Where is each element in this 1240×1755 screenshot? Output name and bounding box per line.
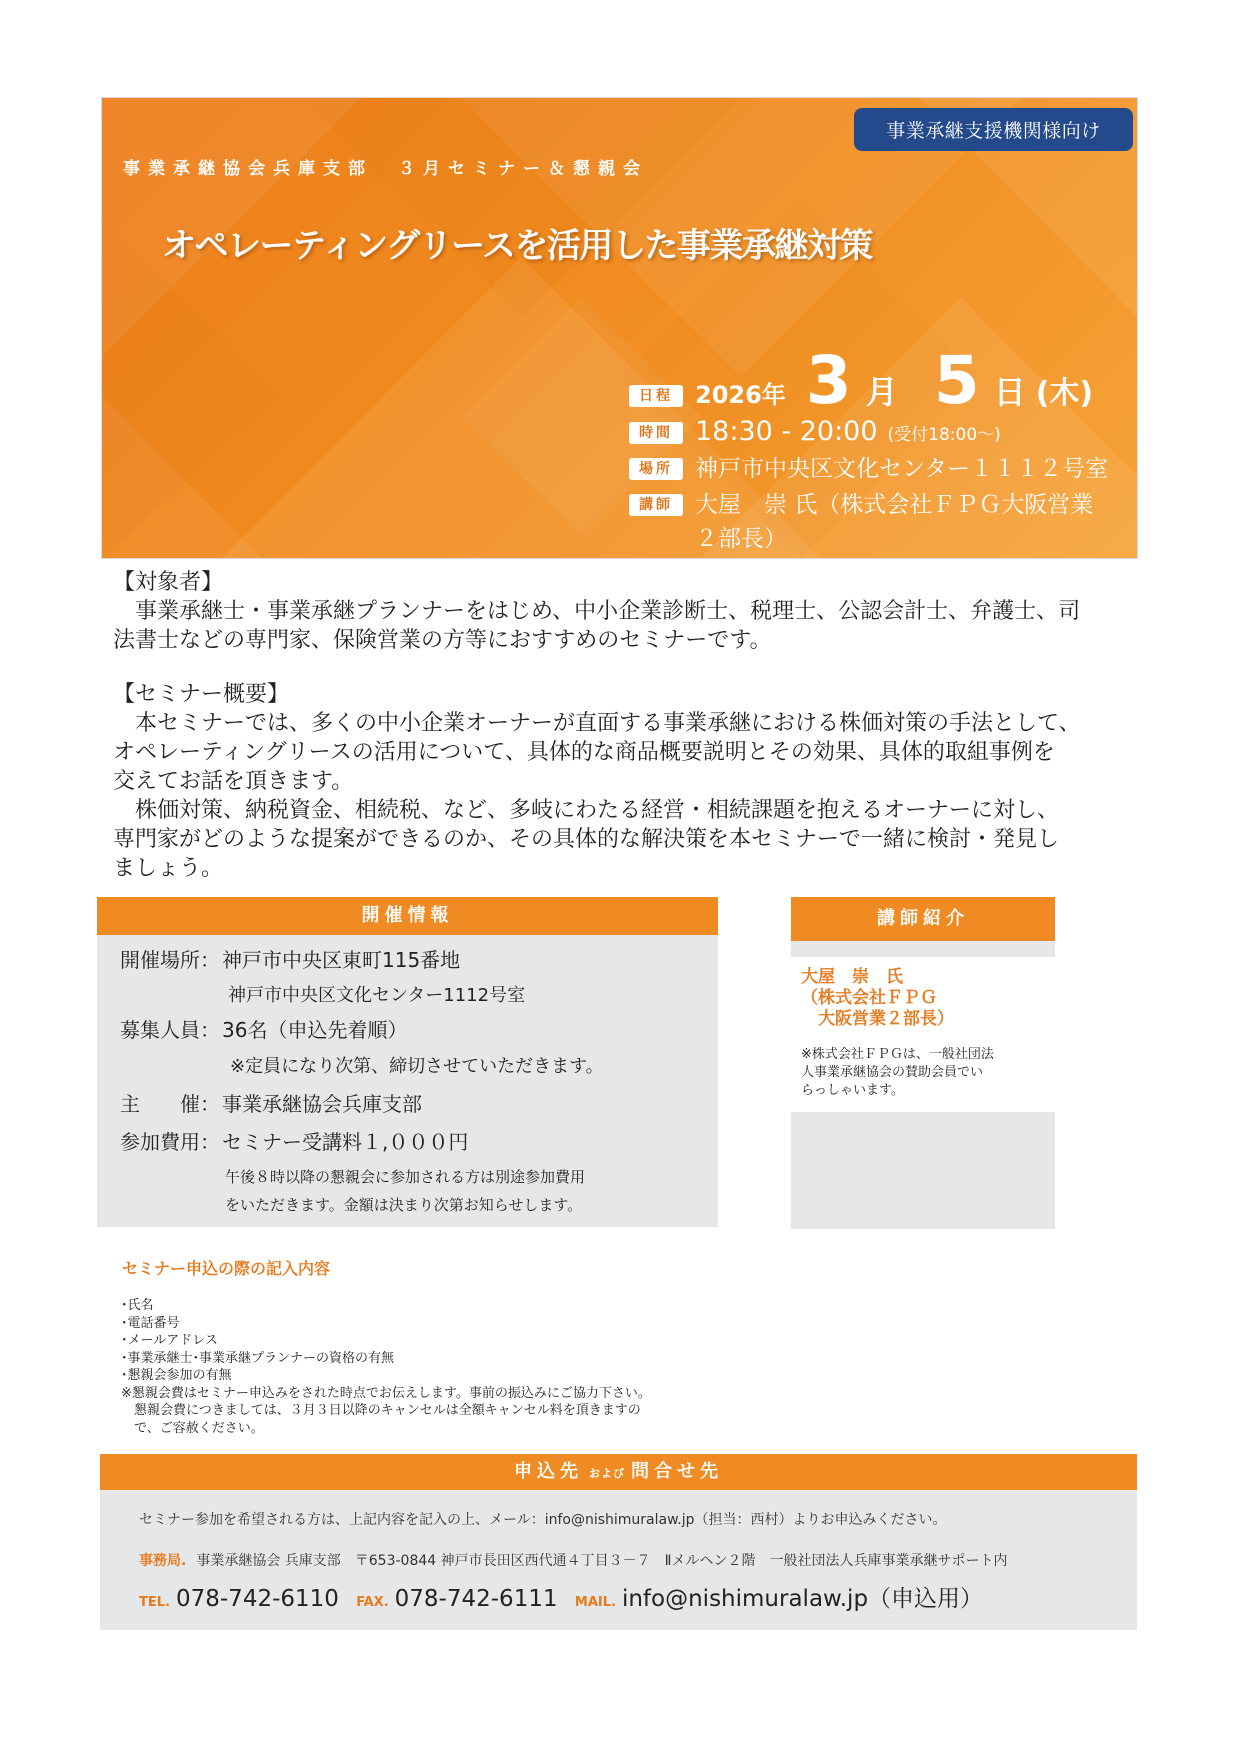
overview-line: 専門家がどのような提案ができるのか、その具体的な解決策を本セミナーで一緒に検討・発見し: [113, 827, 1060, 852]
target-line: 事業承継士・事業承継プランナーをはじめ、中小企業診断士、税理士、公認会計士、弁護士、司: [113, 599, 1081, 624]
place-row: [629, 450, 1108, 483]
fee-note-2: をいただきます。金額は決まり次第お知らせします。: [225, 1196, 583, 1214]
fax-label: FAX.: [356, 1595, 389, 1610]
lecturer-tag: 講師: [629, 494, 683, 516]
host-label: 主 催：: [120, 1092, 220, 1116]
lecturer-value: 大屋 崇 氏（株式会社ＦＰＧ大阪営業: [695, 492, 1094, 518]
lecturer-value-2: ２部長）: [695, 526, 787, 552]
application-item: 懇親会費につきましては、３月３日以降のキャンセルは全額キャンセル料を頂きますの: [121, 1403, 641, 1418]
office-value: 事業承継協会 兵庫支部 〒653-0844 神戸市長田区西代通４丁目３－７ Ⅱメルヘン２階 一般社団法人兵庫事業承継サポート内: [196, 1553, 1008, 1569]
application-item: ･氏名: [121, 1298, 154, 1313]
organizer-line: 事業承継協会兵庫支部 ３月セミナー＆懇親会: [123, 159, 648, 179]
application-item: で、ご容赦ください。: [121, 1420, 264, 1436]
lecturer-box-header: 講師紹介: [791, 897, 1055, 941]
overview-line: オペレーティングリースの活用について、具体的な商品概要説明とその効果、具体的取組事例を: [113, 740, 1055, 765]
lecturer-note-line: ※株式会社ＦＰＧは、一般社団法: [801, 1047, 994, 1062]
application-item: ･懇親会参加の有無: [121, 1368, 232, 1383]
venue-line: [120, 944, 460, 973]
host-line: [120, 1088, 422, 1117]
capacity-note: ※定員になり次第、締切させていただきます。: [230, 1056, 604, 1077]
mail-label: MAIL.: [574, 1595, 616, 1610]
tel-label: TEL.: [139, 1595, 170, 1610]
capacity-line: [120, 1014, 407, 1043]
contact-instruction: セミナー参加を希望される方は、上記内容を記入の上、メール：info@nishimuralaw.jp（担当：西村）よりお申込みください。: [139, 1512, 947, 1528]
application-item: ※懇親会費はセミナー申込みをされた時点でお伝えします。事前の振込みにご協力下さい。: [121, 1385, 651, 1401]
overview-line: ましょう。: [113, 856, 224, 881]
date-day: 5: [933, 342, 980, 419]
mail-link[interactable]: info@nishimuralaw.jp（申込用）: [621, 1586, 984, 1612]
date-month-unit: 月: [865, 373, 898, 411]
application-item: ･電話番号: [121, 1315, 180, 1331]
lecturer-name-line: 大屋 崇 氏: [801, 967, 903, 987]
date-tag: 日程: [629, 385, 683, 407]
audience-badge: 事業承継支援機関様向け: [854, 108, 1133, 151]
capacity-value: 36名（申込先着順）: [222, 1018, 408, 1042]
capacity-label: 募集人員：: [120, 1018, 220, 1042]
application-item: ･事業承継士･事業承継プランナーの資格の有無: [121, 1350, 395, 1366]
overview-heading: 【セミナー概要】: [113, 682, 290, 707]
overview-line: 交えてお話を頂きます。: [113, 769, 354, 794]
time-row: [629, 416, 1001, 447]
target-body: [113, 597, 1080, 655]
fee-note-1: 午後８時以降の懇親会に参加される方は別途参加費用: [225, 1168, 586, 1186]
fee-label: 参加費用：: [120, 1130, 220, 1154]
fax-value: 078-742-6111: [394, 1586, 558, 1612]
lecturer-name-line: 大阪営業２部長）: [801, 1009, 954, 1029]
date-weekday: (木): [1035, 376, 1094, 411]
time-value: 18:30 - 20:00: [695, 416, 878, 447]
contact-header-apply: 申込先: [514, 1461, 583, 1482]
application-heading: セミナー申込の際の記入内容: [122, 1259, 331, 1278]
hero-banner: [101, 97, 1138, 559]
application-item: ･メールアドレス: [121, 1333, 218, 1348]
fee-line: [120, 1126, 468, 1155]
lecturer-note: [801, 1046, 994, 1100]
host-value: 事業承継協会兵庫支部: [222, 1092, 422, 1116]
date-month: 3: [805, 342, 852, 419]
contact-header-and: および: [589, 1467, 625, 1480]
overview-line: 本セミナーでは、多くの中小企業オーナーが直面する事業承継における株価対策の手法として、: [113, 711, 1081, 736]
seminar-title: オペレーティングリースを活用した事業承継対策: [162, 226, 872, 266]
lecturer-row-continued: [695, 520, 787, 553]
fee-value: セミナー受講料１,０００円: [222, 1130, 469, 1154]
place-tag: 場所: [629, 458, 683, 480]
venue-value: 神戸市中央区東町115番地: [222, 948, 461, 972]
application-list: [121, 1297, 651, 1437]
lecturer-box: [791, 897, 1055, 1229]
date-year: 2026年: [695, 381, 786, 409]
lecturer-note-line: 人事業承継協会の賛助会員でい: [801, 1065, 984, 1080]
office-address: [139, 1550, 1008, 1570]
time-note: (受付18:00～): [887, 425, 1001, 445]
tel-value[interactable]: 078-742-6110: [175, 1586, 339, 1612]
lecturer-note-line: らっしゃいます。: [801, 1083, 904, 1098]
overview-line: 株価対策、納税資金、相続税、など、多岐にわたる経営・相続課題を抱えるオーナーに対し、: [113, 798, 1060, 823]
contact-header: [100, 1454, 1137, 1490]
lecturer-name: [801, 967, 954, 1030]
lecturer-name-line: （株式会社ＦＰＧ: [801, 988, 937, 1008]
place-value: 神戸市中央区文化センター１１１２号室: [695, 456, 1109, 482]
contact-box: [100, 1454, 1137, 1630]
event-info-box: [97, 897, 718, 1227]
date-row: [629, 342, 1094, 419]
date-day-unit: 日: [993, 373, 1026, 411]
venue-sub: 神戸市中央区文化センター1112号室: [228, 985, 526, 1006]
target-heading: 【対象者】: [113, 570, 224, 595]
contact-header-inquiry: 問合せ先: [631, 1461, 723, 1482]
office-label: 事務局.: [139, 1553, 187, 1569]
contact-numbers: [139, 1580, 983, 1613]
event-info-header: 開催情報: [97, 897, 718, 935]
target-line: 法書士などの専門家、保険営業の方等におすすめのセミナーです。: [113, 628, 772, 653]
overview-body: [113, 709, 1081, 883]
time-tag: 時間: [629, 422, 683, 444]
lecturer-profile: [791, 957, 1055, 1112]
lecturer-row: [629, 486, 1093, 519]
venue-label: 開催場所：: [120, 948, 220, 972]
